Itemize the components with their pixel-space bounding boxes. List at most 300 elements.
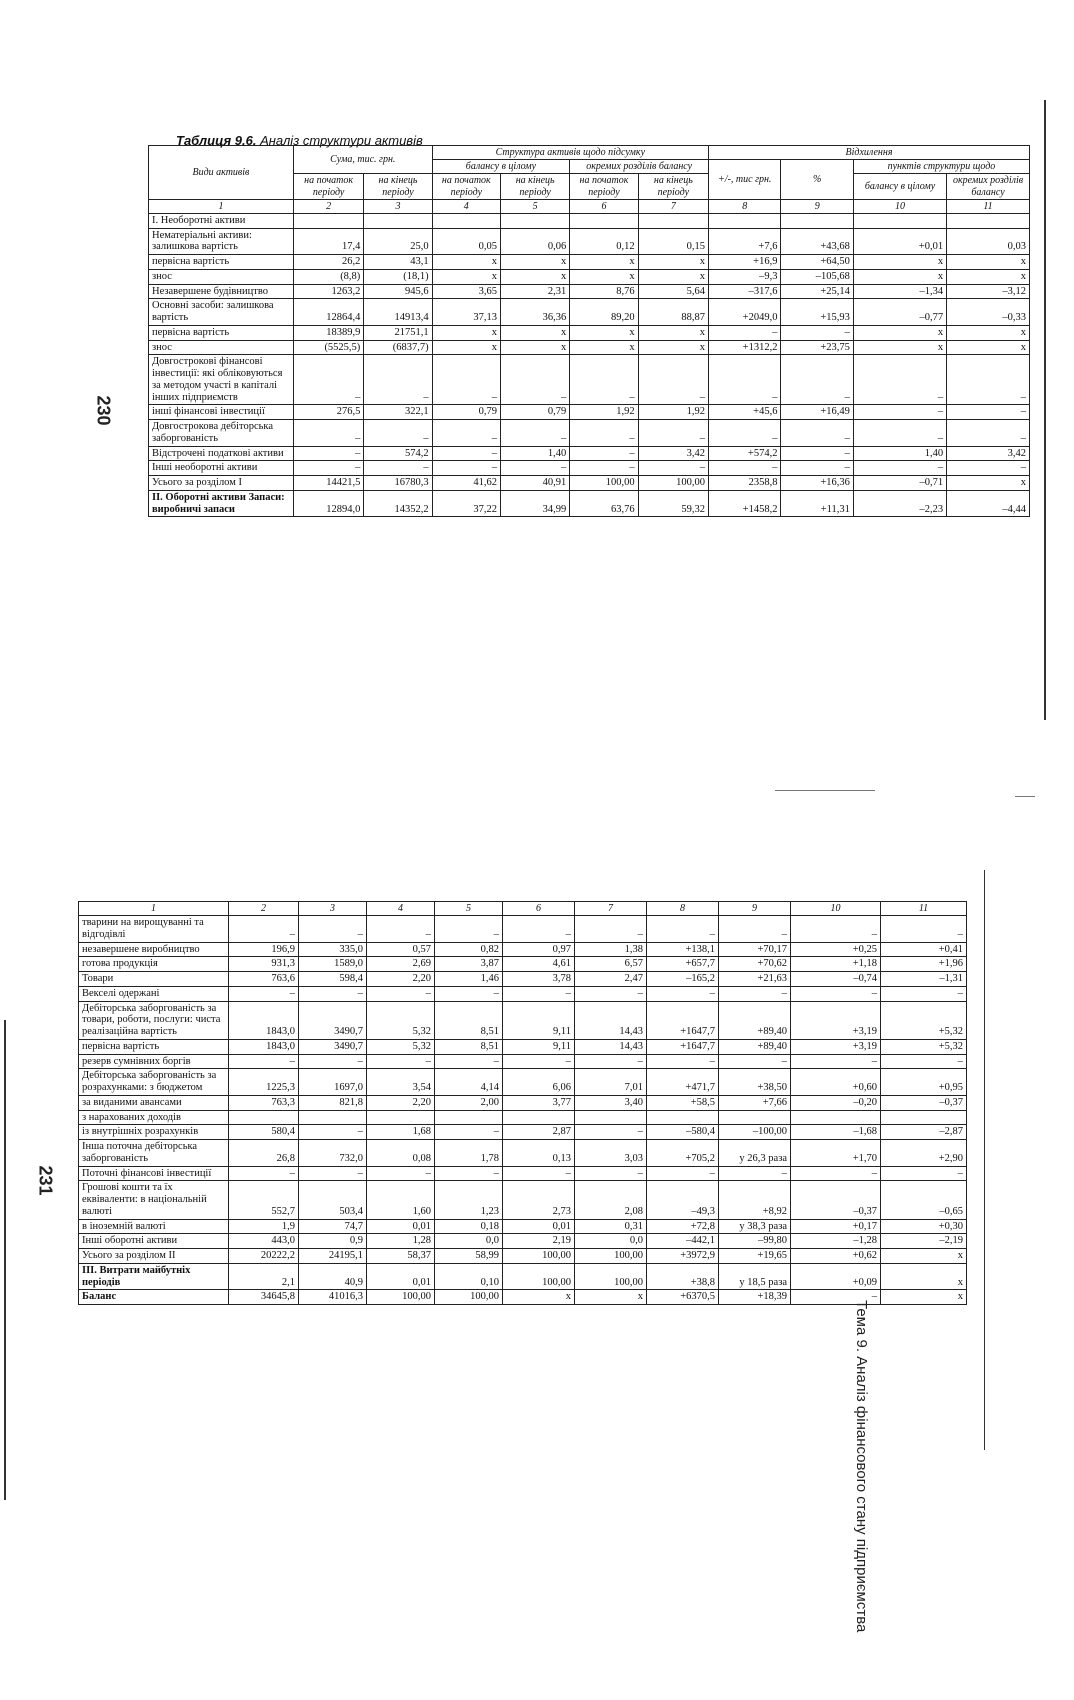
- table-cell: –: [432, 461, 500, 476]
- table-cell: –: [709, 325, 781, 340]
- table-cell: –: [881, 986, 967, 1001]
- table-cell: –: [293, 420, 363, 447]
- table-cell: 14352,2: [364, 490, 432, 517]
- header-pct: %: [781, 160, 853, 200]
- running-title: Тема 9. Аналіз фінансового стану підприємства: [853, 1300, 870, 1633]
- table-cell: –: [503, 1054, 575, 1069]
- table-cell: 4,61: [503, 957, 575, 972]
- table-cell: +0,95: [881, 1069, 967, 1096]
- table-cell: 26,2: [293, 255, 363, 270]
- table-row: [79, 916, 967, 943]
- header-start: на початок періоду: [432, 174, 500, 199]
- table-cell: +0,30: [881, 1219, 967, 1234]
- table-cell: 1,38: [575, 942, 647, 957]
- table-cell: –: [432, 355, 500, 405]
- table-cell: –: [881, 1166, 967, 1181]
- table-cell: 2,19: [503, 1234, 575, 1249]
- table-cell: 574,2: [364, 446, 432, 461]
- column-index: 8: [709, 199, 781, 213]
- table-cell: –0,20: [791, 1095, 881, 1110]
- table-cell: 12894,0: [293, 490, 363, 517]
- table-cell: –: [853, 355, 946, 405]
- table-cell: [503, 1110, 575, 1125]
- table-cell: 1,40: [853, 446, 946, 461]
- table-cell: –: [435, 1125, 503, 1140]
- table-cell: [647, 1110, 719, 1125]
- table-cell: +72,8: [647, 1219, 719, 1234]
- table-cell: –: [299, 986, 367, 1001]
- table-cell: 1,92: [570, 405, 638, 420]
- table-cell: –: [367, 1054, 435, 1069]
- table-row: [149, 405, 1030, 420]
- header-sum: Сума, тис. грн.: [293, 146, 432, 174]
- table-row: [149, 255, 1030, 270]
- table-cell: +11,31: [781, 490, 853, 517]
- table-cell: 552,7: [229, 1181, 299, 1219]
- row-label: Дебіторська заборгованість за розрахунками: з бюджетом: [79, 1069, 229, 1096]
- table-cell: +45,6: [709, 405, 781, 420]
- table-cell: +58,5: [647, 1095, 719, 1110]
- table-cell: +705,2: [647, 1140, 719, 1167]
- table-cell: х: [432, 325, 500, 340]
- header-abs: +/-, тис грн.: [709, 160, 781, 200]
- header-deviation: Відхилення: [709, 146, 1030, 160]
- row-label: Довгострокова дебіторська заборгованість: [149, 420, 294, 447]
- table-cell: +1312,2: [709, 340, 781, 355]
- table-cell: –: [229, 916, 299, 943]
- table-row: [79, 1125, 967, 1140]
- table-cell: –317,6: [709, 284, 781, 299]
- table-cell: –: [299, 1166, 367, 1181]
- header-end: на кінець періоду: [364, 174, 432, 199]
- table-cell: [638, 213, 708, 228]
- table-row: [149, 299, 1030, 326]
- table-row: [79, 1110, 967, 1125]
- table-cell: 1589,0: [299, 957, 367, 972]
- table-cell: 1,68: [367, 1125, 435, 1140]
- table-cell: +1647,7: [647, 1001, 719, 1039]
- table-cell: 0,9: [299, 1234, 367, 1249]
- table-cell: –: [435, 1054, 503, 1069]
- table-cell: –99,80: [719, 1234, 791, 1249]
- caption-text: Аналіз структури активів: [260, 133, 423, 148]
- row-label: первісна вартість: [79, 1039, 229, 1054]
- table-cell: 0,03: [947, 228, 1030, 255]
- header-end: на кінець періоду: [500, 174, 569, 199]
- table-cell: [881, 1110, 967, 1125]
- table-cell: –: [435, 986, 503, 1001]
- table-cell: –580,4: [647, 1125, 719, 1140]
- table-cell: –: [432, 446, 500, 461]
- table-cell: 100,00: [435, 1290, 503, 1305]
- table-cell: у 18,5 раза: [719, 1263, 791, 1290]
- table-cell: –2,87: [881, 1125, 967, 1140]
- table-cell: 5,64: [638, 284, 708, 299]
- table-cell: 40,91: [500, 476, 569, 491]
- table-cell: –: [364, 420, 432, 447]
- table-cell: –: [638, 420, 708, 447]
- table-cell: –: [853, 405, 946, 420]
- table-cell: 503,4: [299, 1181, 367, 1219]
- header-end: на кінець періоду: [638, 174, 708, 199]
- table-row: [79, 1095, 967, 1110]
- table-cell: 443,0: [229, 1234, 299, 1249]
- table-cell: +138,1: [647, 942, 719, 957]
- table-cell: 41,62: [432, 476, 500, 491]
- table-cell: 1,28: [367, 1234, 435, 1249]
- table-cell: 0,12: [570, 228, 638, 255]
- column-index: 2: [229, 902, 299, 916]
- table-cell: х: [947, 325, 1030, 340]
- table-cell: 0,0: [435, 1234, 503, 1249]
- table-row: [79, 972, 967, 987]
- table-cell: х: [947, 255, 1030, 270]
- table-cell: 41016,3: [299, 1290, 367, 1305]
- table-cell: 5,32: [367, 1001, 435, 1039]
- row-label: Усього за розділом ІІ: [79, 1249, 229, 1264]
- table-cell: –: [647, 916, 719, 943]
- table-row: [79, 1166, 967, 1181]
- table-cell: –: [647, 1166, 719, 1181]
- table-cell: 40,9: [299, 1263, 367, 1290]
- table-cell: +6370,5: [647, 1290, 719, 1305]
- table-row: [149, 355, 1030, 405]
- table-cell: 1,9: [229, 1219, 299, 1234]
- table-cell: 25,0: [364, 228, 432, 255]
- table-cell: 0,01: [367, 1219, 435, 1234]
- table-cell: [293, 213, 363, 228]
- assets-structure-table-continued: [78, 901, 967, 1305]
- table-cell: х: [432, 340, 500, 355]
- table-cell: 3,77: [503, 1095, 575, 1110]
- row-label: Товари: [79, 972, 229, 987]
- table-cell: [432, 213, 500, 228]
- table-cell: (5525,5): [293, 340, 363, 355]
- table-cell: 2,31: [500, 284, 569, 299]
- header-start: на початок періоду: [570, 174, 638, 199]
- table-cell: х: [500, 340, 569, 355]
- table-cell: [435, 1110, 503, 1125]
- table-cell: –: [709, 355, 781, 405]
- column-index: 10: [853, 199, 946, 213]
- table-cell: 598,4: [299, 972, 367, 987]
- table-cell: –: [299, 916, 367, 943]
- column-index: 4: [432, 199, 500, 213]
- table-cell: 100,00: [638, 476, 708, 491]
- table-cell: х: [638, 269, 708, 284]
- table-row: [79, 1181, 967, 1219]
- table-cell: –: [719, 986, 791, 1001]
- table-cell: [364, 213, 432, 228]
- table-cell: –2,19: [881, 1234, 967, 1249]
- table-cell: 0,57: [367, 942, 435, 957]
- table-cell: 100,00: [575, 1249, 647, 1264]
- table-cell: 34,99: [500, 490, 569, 517]
- column-index: 6: [503, 902, 575, 916]
- table-cell: –: [791, 1166, 881, 1181]
- table-cell: +64,50: [781, 255, 853, 270]
- table-cell: 763,3: [229, 1095, 299, 1110]
- table-cell: 2,20: [367, 972, 435, 987]
- table-cell: –: [367, 916, 435, 943]
- table-cell: +574,2: [709, 446, 781, 461]
- table-cell: [367, 1110, 435, 1125]
- table-cell: +0,60: [791, 1069, 881, 1096]
- table-cell: 196,9: [229, 942, 299, 957]
- table-cell: –: [570, 420, 638, 447]
- column-index: 1: [79, 902, 229, 916]
- table-cell: –: [570, 355, 638, 405]
- table-cell: х: [503, 1290, 575, 1305]
- table-cell: –: [647, 986, 719, 1001]
- table-cell: [853, 213, 946, 228]
- table-row: [79, 986, 967, 1001]
- table-cell: –0,37: [881, 1095, 967, 1110]
- table-cell: –: [575, 1054, 647, 1069]
- table-cell: х: [570, 269, 638, 284]
- table-cell: –0,74: [791, 972, 881, 987]
- table-cell: +16,49: [781, 405, 853, 420]
- table-cell: х: [881, 1263, 967, 1290]
- table-cell: –: [947, 461, 1030, 476]
- table-row: [149, 476, 1030, 491]
- column-index: 11: [881, 902, 967, 916]
- table-cell: +7,66: [719, 1095, 791, 1110]
- table-cell: –0,65: [881, 1181, 967, 1219]
- table-cell: 8,76: [570, 284, 638, 299]
- table-cell: –: [229, 986, 299, 1001]
- table-cell: 0,08: [367, 1140, 435, 1167]
- row-label: з нарахованих доходів: [79, 1110, 229, 1125]
- table-cell: –: [575, 986, 647, 1001]
- column-index: 11: [947, 199, 1030, 213]
- table-cell: –1,34: [853, 284, 946, 299]
- row-label: із внутрішніх розрахунків: [79, 1125, 229, 1140]
- table-cell: –: [575, 1166, 647, 1181]
- table-cell: х: [853, 269, 946, 284]
- table-cell: –: [229, 1166, 299, 1181]
- table-cell: 3490,7: [299, 1039, 367, 1054]
- row-label: первісна вартість: [149, 325, 294, 340]
- table-cell: у 38,3 раза: [719, 1219, 791, 1234]
- table-cell: –: [638, 355, 708, 405]
- table-cell: –: [709, 461, 781, 476]
- row-label: ІІ. Оборотні активи Запаси: виробничі запаси: [149, 490, 294, 517]
- table-cell: –: [435, 916, 503, 943]
- table-cell: 37,22: [432, 490, 500, 517]
- table-cell: 763,6: [229, 972, 299, 987]
- table-cell: –: [719, 1166, 791, 1181]
- table-cell: –: [229, 1054, 299, 1069]
- table-cell: –9,3: [709, 269, 781, 284]
- table-cell: –: [367, 986, 435, 1001]
- table-row: [149, 446, 1030, 461]
- table-cell: –: [299, 1054, 367, 1069]
- table-row: [79, 1140, 967, 1167]
- table-cell: х: [853, 255, 946, 270]
- table-cell: –100,00: [719, 1125, 791, 1140]
- row-label: Довгострокові фінансові інвестиції: які обліковуються за методом участі в капіталі інших підприємств: [149, 355, 294, 405]
- table-cell: х: [881, 1290, 967, 1305]
- column-index: 10: [791, 902, 881, 916]
- table-cell: 3,65: [432, 284, 500, 299]
- table-row: [79, 1234, 967, 1249]
- table-cell: –: [500, 355, 569, 405]
- table-cell: 58,99: [435, 1249, 503, 1264]
- table-cell: 0,31: [575, 1219, 647, 1234]
- table-cell: –: [299, 1125, 367, 1140]
- table-cell: –3,12: [947, 284, 1030, 299]
- table-cell: 21751,1: [364, 325, 432, 340]
- table-row: [79, 957, 967, 972]
- table-cell: –1,68: [791, 1125, 881, 1140]
- table-cell: –: [432, 420, 500, 447]
- table-cell: 0,01: [503, 1219, 575, 1234]
- table-cell: –: [881, 916, 967, 943]
- table-cell: +0,09: [791, 1263, 881, 1290]
- page-number: 230: [93, 395, 114, 426]
- table-cell: –: [781, 446, 853, 461]
- table-cell: у 26,3 раза: [719, 1140, 791, 1167]
- table-cell: [791, 1110, 881, 1125]
- table-row: [149, 269, 1030, 284]
- table-cell: +0,17: [791, 1219, 881, 1234]
- table-cell: 322,1: [364, 405, 432, 420]
- table-cell: 1843,0: [229, 1039, 299, 1054]
- table-cell: –: [364, 355, 432, 405]
- table-cell: 1843,0: [229, 1001, 299, 1039]
- table-cell: 2,1: [229, 1263, 299, 1290]
- table-cell: –: [293, 446, 363, 461]
- table-row: [149, 461, 1030, 476]
- table-cell: [575, 1110, 647, 1125]
- table-cell: 100,00: [503, 1249, 575, 1264]
- table-cell: 18389,9: [293, 325, 363, 340]
- table-cell: –: [500, 461, 569, 476]
- table-cell: –1,31: [881, 972, 967, 987]
- table-cell: 37,13: [432, 299, 500, 326]
- table-cell: 100,00: [503, 1263, 575, 1290]
- table-row: [79, 1069, 967, 1096]
- row-label: ІІІ. Витрати майбутніх періодів: [79, 1263, 229, 1290]
- table-cell: –4,44: [947, 490, 1030, 517]
- table-cell: 931,3: [229, 957, 299, 972]
- table-cell: х: [500, 269, 569, 284]
- table-cell: (18,1): [364, 269, 432, 284]
- margin-rule: [1044, 100, 1046, 720]
- table-cell: х: [881, 1249, 967, 1264]
- table-cell: –: [293, 461, 363, 476]
- table-cell: 3,42: [947, 446, 1030, 461]
- table-cell: 6,06: [503, 1069, 575, 1096]
- table-cell: (8,8): [293, 269, 363, 284]
- table-cell: 0,82: [435, 942, 503, 957]
- table-cell: 3,42: [638, 446, 708, 461]
- table-cell: –: [781, 355, 853, 405]
- table-cell: 0,05: [432, 228, 500, 255]
- table-cell: –: [719, 1054, 791, 1069]
- table-cell: х: [570, 255, 638, 270]
- table-cell: +38,50: [719, 1069, 791, 1096]
- table-cell: [570, 213, 638, 228]
- table-cell: 14421,5: [293, 476, 363, 491]
- table-cell: +15,93: [781, 299, 853, 326]
- table-cell: 335,0: [299, 942, 367, 957]
- table-cell: +1458,2: [709, 490, 781, 517]
- table-cell: –49,3: [647, 1181, 719, 1219]
- table-cell: 89,20: [570, 299, 638, 326]
- table-cell: +1,96: [881, 957, 967, 972]
- table-cell: +1,70: [791, 1140, 881, 1167]
- table-cell: –105,68: [781, 269, 853, 284]
- table-cell: 12864,4: [293, 299, 363, 326]
- table-cell: х: [570, 325, 638, 340]
- table-cell: [947, 213, 1030, 228]
- table-cell: х: [853, 340, 946, 355]
- margin-rule: [984, 870, 985, 1450]
- table-cell: 34645,8: [229, 1290, 299, 1305]
- table-row: [149, 325, 1030, 340]
- column-index: 5: [435, 902, 503, 916]
- table-row: [149, 490, 1030, 517]
- table-cell: 0,97: [503, 942, 575, 957]
- table-cell: [229, 1110, 299, 1125]
- assets-structure-table: [148, 145, 1030, 517]
- header-bal-whole: балансу в цілому: [853, 174, 946, 199]
- table-row: [79, 1290, 967, 1305]
- table-cell: 0,10: [435, 1263, 503, 1290]
- table-cell: –: [575, 916, 647, 943]
- table-cell: 2358,8: [709, 476, 781, 491]
- table-cell: –0,77: [853, 299, 946, 326]
- table-cell: 1,23: [435, 1181, 503, 1219]
- table-cell: +471,7: [647, 1069, 719, 1096]
- table-cell: х: [500, 255, 569, 270]
- table-cell: +0,41: [881, 942, 967, 957]
- table-cell: 0,0: [575, 1234, 647, 1249]
- row-label: Інша поточна дебіторська заборгованість: [79, 1140, 229, 1167]
- table-cell: 6,57: [575, 957, 647, 972]
- table-row: [149, 420, 1030, 447]
- table-cell: х: [575, 1290, 647, 1305]
- table-cell: 0,79: [432, 405, 500, 420]
- table-row: [79, 1249, 967, 1264]
- table-row: [79, 1054, 967, 1069]
- table-cell: 2,73: [503, 1181, 575, 1219]
- table-cell: 100,00: [575, 1263, 647, 1290]
- table-cell: –: [791, 1290, 881, 1305]
- table-cell: –: [503, 986, 575, 1001]
- table-cell: –: [881, 1054, 967, 1069]
- table-cell: 17,4: [293, 228, 363, 255]
- table-cell: 74,7: [299, 1219, 367, 1234]
- table-cell: +25,14: [781, 284, 853, 299]
- row-label: Основні засоби: залишкова вартість: [149, 299, 294, 326]
- table-cell: –: [709, 420, 781, 447]
- table-cell: +0,62: [791, 1249, 881, 1264]
- row-label: за виданими авансами: [79, 1095, 229, 1110]
- table-cell: 36,36: [500, 299, 569, 326]
- table-cell: +0,25: [791, 942, 881, 957]
- caption-label: Таблиця 9.6.: [176, 133, 257, 148]
- row-label: І. Необоротні активи: [149, 213, 294, 228]
- table-cell: 1263,2: [293, 284, 363, 299]
- table-cell: [500, 213, 569, 228]
- header-items-structure: пунктів структури щодо: [853, 160, 1029, 174]
- row-label: Нематеріальні активи: залишкова вартість: [149, 228, 294, 255]
- table-cell: –: [719, 916, 791, 943]
- table-cell: 2,87: [503, 1125, 575, 1140]
